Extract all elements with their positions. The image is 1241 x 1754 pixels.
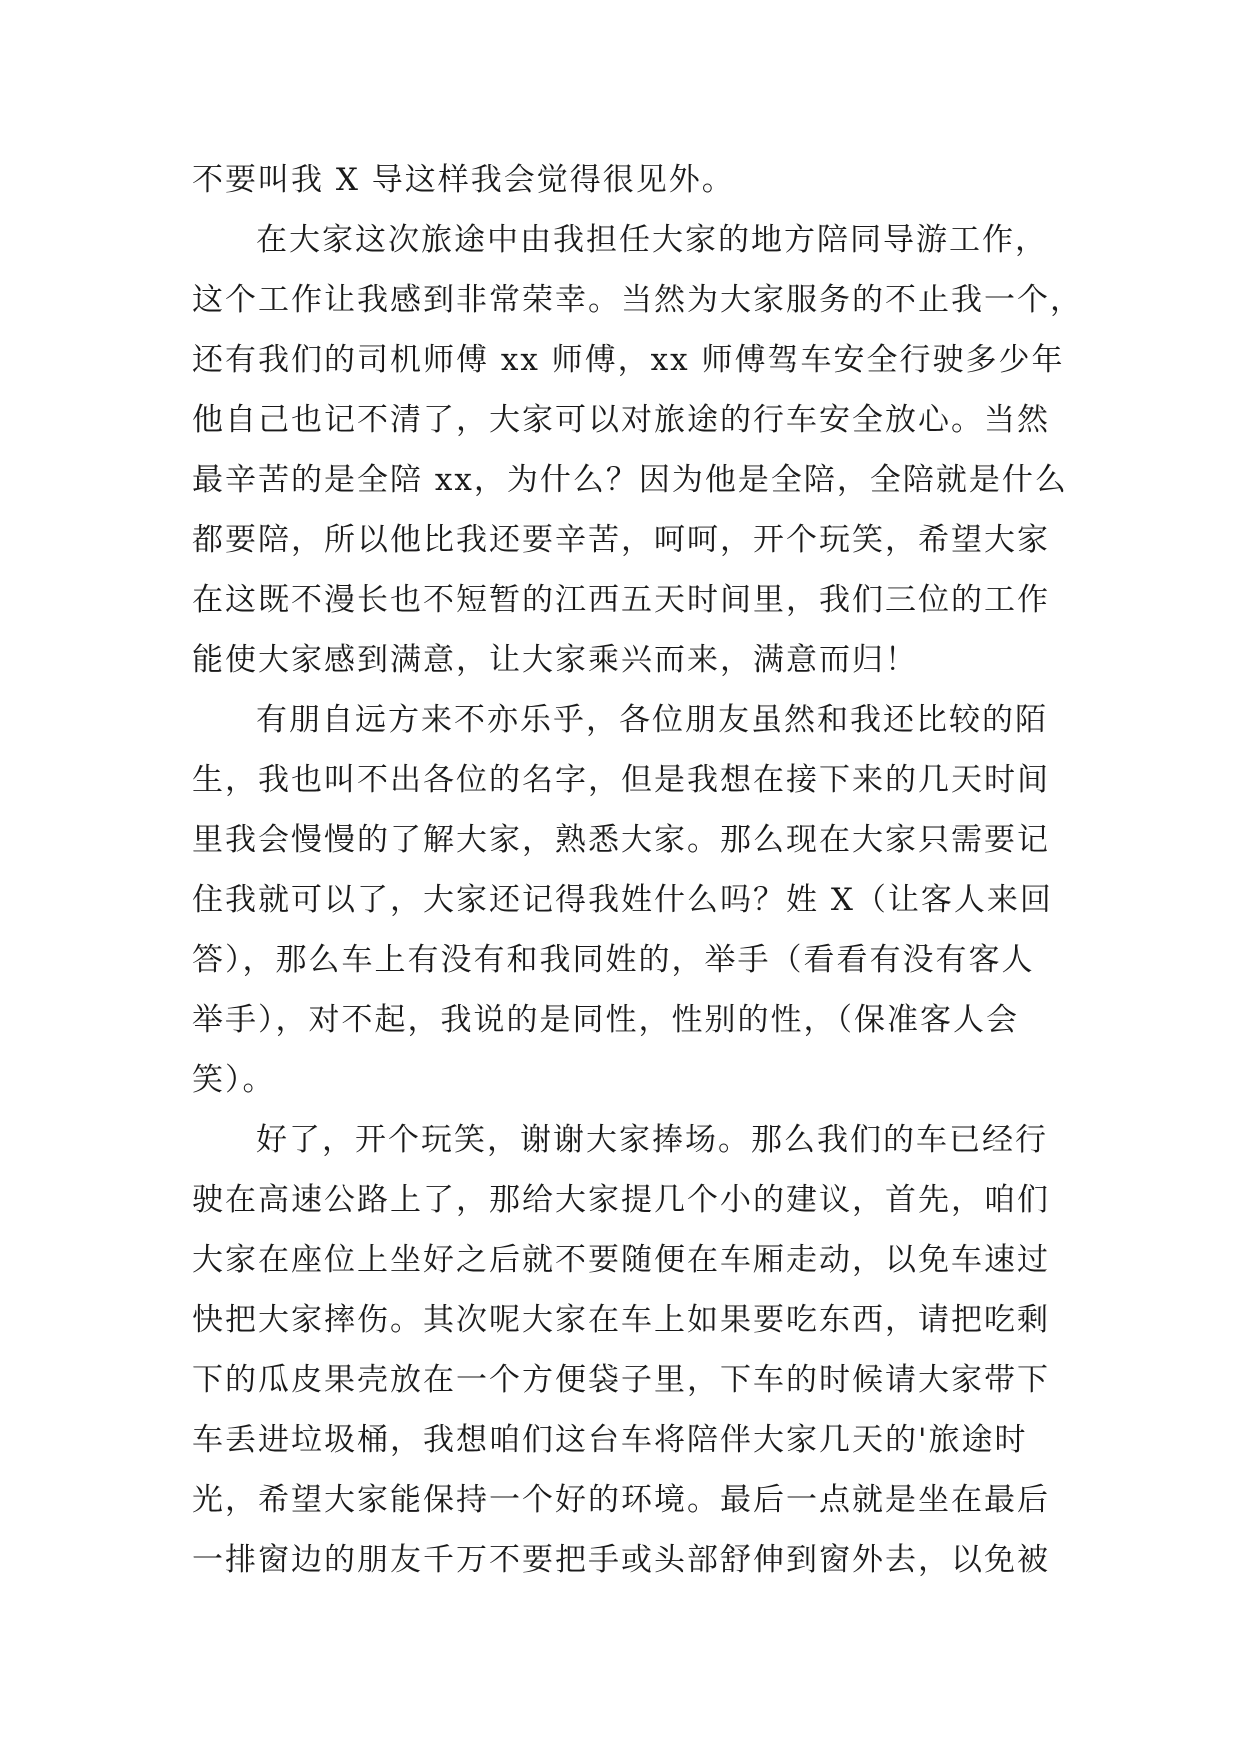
text-line: 他自己也记不清了，大家可以对旅途的行车安全放心。当然 (192, 402, 1050, 438)
paragraph-start-line: 在大家这次旅途中由我担任大家的地方陪同导游工作， (256, 222, 1048, 258)
text-line: 光，希望大家能保持一个好的环境。最后一点就是坐在最后 (192, 1482, 1050, 1518)
text-line: 住我就可以了，大家还记得我姓什么吗？姓 X（让客人来回 (192, 882, 1053, 918)
text-line: 生，我也叫不出各位的名字，但是我想在接下来的几天时间 (192, 762, 1050, 798)
text-line: 还有我们的司机师傅 xx 师傅，xx 师傅驾车安全行驶多少年 (192, 342, 1065, 378)
text-line: 这个工作让我感到非常荣幸。当然为大家服务的不止我一个， (192, 282, 1083, 318)
text-line: 在这既不漫长也不短暂的江西五天时间里，我们三位的工作 (192, 582, 1050, 618)
text-line: 举手），对不起，我说的是同性，性别的性，（保准客人会 (192, 1002, 1019, 1038)
text-line: 最辛苦的是全陪 xx，为什么？因为他是全陪，全陪就是什么 (192, 462, 1068, 498)
paragraph-start-line: 好了，开个玩笑，谢谢大家捧场。那么我们的车已经行 (256, 1122, 1048, 1158)
text-line: 驶在高速公路上了，那给大家提几个小的建议，首先，咱们 (192, 1182, 1050, 1218)
body-text (192, 150, 1092, 1590)
text-line: 下的瓜皮果壳放在一个方便袋子里，下车的时候请大家带下 (192, 1362, 1050, 1398)
text-line: 不要叫我 X 导这样我会觉得很见外。 (192, 162, 735, 198)
text-line: 大家在座位上坐好之后就不要随便在车厢走动，以免车速过 (192, 1242, 1050, 1278)
text-line: 一排窗边的朋友千万不要把手或头部舒伸到窗外去，以免被 (192, 1542, 1050, 1578)
text-line: 都要陪，所以他比我还要辛苦，呵呵，开个玩笑，希望大家 (192, 522, 1050, 558)
text-line: 里我会慢慢的了解大家，熟悉大家。那么现在大家只需要记 (192, 822, 1050, 858)
text-line: 快把大家摔伤。其次呢大家在车上如果要吃东西，请把吃剩 (192, 1302, 1050, 1338)
text-line: 车丢进垃圾桶，我想咱们这台车将陪伴大家几天的'旅途时 (192, 1422, 1028, 1458)
paragraph-start-line: 有朋自远方来不亦乐乎，各位朋友虽然和我还比较的陌 (256, 702, 1048, 738)
text-line: 答），那么车上有没有和我同姓的，举手（看看有没有客人 (192, 942, 1035, 978)
text-line: 能使大家感到满意，让大家乘兴而来，满意而归！ (192, 642, 918, 678)
text-line: 笑）。 (192, 1062, 276, 1098)
